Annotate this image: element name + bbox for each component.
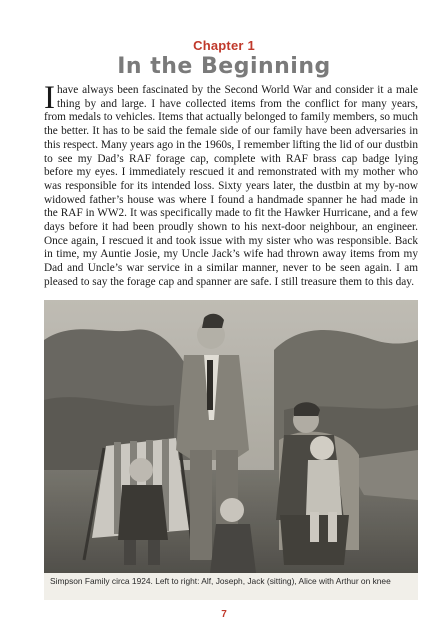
body-paragraph: [44, 80, 418, 290]
chapter-title: In the Beginning: [117, 54, 331, 79]
chapter-label: Chapter 1: [193, 38, 255, 53]
photo-caption: Simpson Family circa 1924. Left to right: Alf, Joseph, Jack (sitting), Alice with Arthur on knee: [44, 573, 418, 600]
body-text: have always been fascinated by the Second World War and consider it a male thing by and large. I have collected items from the conflict for many years, from medals to vehicles. Items that actually belonged to family members, so much the better. It has to be said the female side of our family have been adversaries in this respect. Many years ago in the 1960s, I remember lifting the lid of our dustbin to see my Dad’s RAF forage cap, complete with RAF brass cap badge lying before my eyes. I immediately rescued it and remonstrated with my mother who was responsible for its intended loss. Sixty years later, the dustbin at my by-now widowed father’s house was where I found a handmade spanner he had made in the RAF in WW2. It was specifically made to fit the Hawker Hurricane, and a few days before it had been proudly shown to his next-door neighbour, an engineer. Once again, I rescued it and took issue with my sister who was responsible. Back in time, my Auntie Josie, my Uncle Jack’s wife had thrown away items from my Dad and Uncle’s war service in a similar manner, never to be seen again. I am pleased to say the forage cap and spanner are safe. I still treasure them to this day.: [44, 84, 418, 288]
page-number: 7: [221, 609, 227, 620]
family-photograph: [44, 300, 418, 573]
drop-cap: I: [44, 80, 55, 116]
